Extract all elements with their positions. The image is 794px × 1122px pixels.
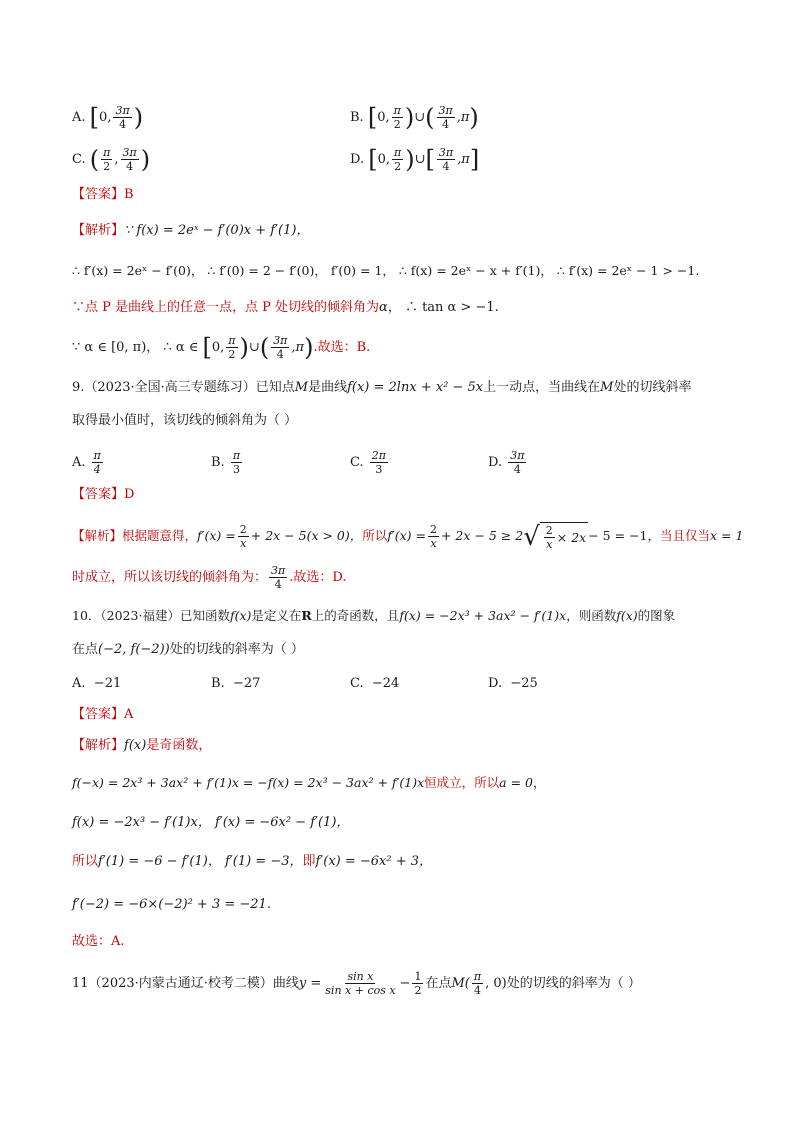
denominator: 4 xyxy=(119,118,127,131)
option-label: D. xyxy=(350,152,365,167)
bracket: ( xyxy=(89,145,100,174)
stem-text: 在点 xyxy=(425,976,452,991)
math: 0, xyxy=(99,110,112,125)
analysis-text: 恒成立，所以 xyxy=(424,775,500,790)
option-label: A. xyxy=(72,110,86,125)
numerator: 3π xyxy=(438,104,453,117)
math: M( xyxy=(451,976,470,991)
option-value: −21 xyxy=(93,676,122,691)
fraction xyxy=(437,104,455,131)
math: a = 0 xyxy=(499,775,533,790)
bracket: ( xyxy=(259,333,270,362)
stem-text: 是曲线 xyxy=(308,380,348,395)
option-label: B. xyxy=(350,110,364,125)
denominator: 3 xyxy=(375,463,383,476)
denominator: 4 xyxy=(513,463,521,476)
option-value: −25 xyxy=(510,676,538,691)
fraction xyxy=(412,970,423,997)
option-label: C. xyxy=(72,152,86,167)
math: f(x) xyxy=(229,608,252,623)
q9-analysis-line-2 xyxy=(72,564,346,591)
bracket: ) xyxy=(469,103,479,132)
q10-analysis-line-5: f′(−2) = −6×(−2)² + 3 = −21. xyxy=(72,897,271,912)
fraction xyxy=(392,104,403,131)
math: , xyxy=(114,152,119,167)
math: 0, xyxy=(377,110,390,125)
option-label: B. xyxy=(211,455,225,470)
numerator: 2π xyxy=(371,449,386,462)
numerator: 3π xyxy=(271,564,286,577)
q9-stem-line-1 xyxy=(72,378,691,398)
denominator: 2 xyxy=(414,984,422,997)
fraction xyxy=(226,334,237,361)
denominator: x xyxy=(430,537,437,550)
denominator: 2 xyxy=(103,160,111,173)
fraction xyxy=(508,449,526,476)
square-root xyxy=(523,522,588,551)
denominator: 4 xyxy=(474,984,481,997)
math: 0, xyxy=(211,340,225,355)
stem-text: 是定义在 xyxy=(251,608,302,623)
math: (−2, f(−2)) xyxy=(98,642,170,657)
bracket: [ xyxy=(368,145,378,174)
radicand xyxy=(540,522,588,551)
fraction xyxy=(238,523,249,550)
numerator: 3π xyxy=(122,146,137,159)
bracket: ) xyxy=(140,145,151,174)
denominator: 2 xyxy=(393,118,401,131)
q10-analysis-line-4 xyxy=(72,852,432,872)
option-label: C. xyxy=(350,455,364,470)
q11-stem xyxy=(72,970,641,997)
math: f′(x) = −6x² + 3， xyxy=(315,854,433,869)
denominator: 4 xyxy=(274,578,282,591)
fraction xyxy=(323,970,397,997)
math: M xyxy=(600,380,614,395)
math: ,π xyxy=(457,152,470,167)
bracket: ) xyxy=(304,333,314,362)
q9-analysis-line-1 xyxy=(72,522,743,551)
bracket: [ xyxy=(425,145,435,174)
analysis-tag: 【解析】 xyxy=(72,223,125,238)
stem-text: 11（2023·内蒙古通辽·校考二模）曲线 xyxy=(72,976,299,991)
math: f(−x) = 2x³ + 3ax² + f′(1)x = −f(x) = 2x³ − 3ax² + f′(1)x xyxy=(72,775,425,790)
math: x = 1 xyxy=(709,528,744,543)
math: ∵ f(x) = 2eˣ − f′(0)x + f′(1)， xyxy=(124,223,310,238)
fraction xyxy=(101,146,112,173)
analysis-tag: 【解析】 xyxy=(72,528,123,543)
denominator: 4 xyxy=(276,348,284,361)
stem-text: 上一动点，当曲线在 xyxy=(483,380,601,395)
stem-text: 在点 xyxy=(72,642,99,657)
stem-text: 处的切线的斜率为（ ） xyxy=(506,976,641,991)
analysis-text: 所以 xyxy=(72,854,99,869)
stem-text: 的图象 xyxy=(637,608,676,623)
q8-option-d xyxy=(350,146,479,173)
bracket: ( xyxy=(425,103,435,132)
math: f(x) xyxy=(124,738,147,753)
q10-option-c xyxy=(350,674,399,694)
analysis-text: 时成立，所以该切线的倾斜角为： xyxy=(72,570,268,585)
math: , 0) xyxy=(485,976,507,991)
bracket: [ xyxy=(367,103,378,132)
stem-text: ，则函数 xyxy=(566,608,617,623)
math: ， ∴ tan α > −1. xyxy=(387,300,499,315)
fraction xyxy=(269,564,287,591)
fraction xyxy=(121,146,139,173)
numerator: π xyxy=(394,146,402,159)
math: R xyxy=(301,608,312,623)
fraction xyxy=(113,104,131,131)
q10-option-d xyxy=(488,674,538,694)
math: α xyxy=(379,300,388,315)
fraction xyxy=(271,334,289,361)
denominator: 4 xyxy=(126,160,134,173)
denominator: x xyxy=(240,537,247,550)
bracket: [ xyxy=(89,103,100,132)
q10-analysis-line-1 xyxy=(72,736,211,756)
bracket: ) xyxy=(405,145,415,174)
math: f′(1) = −6 − f′(1)， f′(1) = −3， xyxy=(98,854,303,869)
math: f′(x) = xyxy=(197,528,236,543)
numerator: π xyxy=(103,146,111,159)
analysis-text: 根据题意得， xyxy=(122,528,198,543)
denominator: sin x + cos x xyxy=(325,984,396,997)
fraction xyxy=(392,146,403,173)
numerator: π xyxy=(232,449,241,462)
analysis-text: 即 xyxy=(302,854,316,869)
math: ， xyxy=(533,775,546,790)
denominator: 4 xyxy=(93,463,101,476)
math: − xyxy=(399,976,411,991)
stem-text: 10．（2023·福建）已知函数 xyxy=(72,608,230,623)
math: ∪ xyxy=(414,152,426,167)
option-label: A. xyxy=(72,455,86,470)
stem-text: 9.（2023·全国·高三专题练习）已知点 xyxy=(72,380,295,395)
q10-analysis-line-6: 故选：A. xyxy=(72,934,125,949)
numerator: 3π xyxy=(510,449,525,462)
numerator: 3π xyxy=(273,334,288,347)
analysis-tag: 【解析】 xyxy=(72,738,125,753)
q9-option-b xyxy=(211,449,244,476)
fraction xyxy=(92,449,103,476)
q9-option-d xyxy=(488,449,528,476)
numerator: π xyxy=(228,334,236,347)
q10-answer: 【答案】A xyxy=(72,707,134,722)
analysis-text: 所以 xyxy=(362,528,388,543)
denominator: 2 xyxy=(394,160,402,173)
math: ∪ xyxy=(248,340,260,355)
math: 0, xyxy=(377,152,391,167)
math: ∪ xyxy=(414,110,426,125)
numerator: π xyxy=(473,970,482,983)
math: f(x) = −2x³ + 3ax² − f′(1)x xyxy=(399,608,567,623)
q10-analysis-line-2 xyxy=(72,773,546,793)
option-label: D. xyxy=(488,455,503,470)
math: ∵ α ∈ [0, π)， ∴ α ∈ xyxy=(72,340,199,355)
q10-stem-line-2 xyxy=(72,640,304,660)
math: + 2x − 5(x > 0)， xyxy=(250,528,363,543)
q9-option-c xyxy=(350,449,390,476)
numerator: 2 xyxy=(545,524,553,537)
denominator: 3 xyxy=(232,463,240,476)
q9-stem-line-2: 取得最小值时，该切线的倾斜角为（ ） xyxy=(72,413,298,428)
denominator: 4 xyxy=(442,118,450,131)
analysis-text: 当且仅当 xyxy=(659,528,710,543)
q8-analysis-line-1 xyxy=(72,221,309,241)
q8-answer: 【答案】B xyxy=(72,187,134,202)
q8-option-b xyxy=(350,104,479,131)
numerator: 3π xyxy=(438,146,454,159)
math: f(x) xyxy=(616,608,638,623)
analysis-text: ∵点 P 是曲线上的任意一点，点 P 处切线的倾斜角为 xyxy=(72,300,380,315)
radical-sign: √ xyxy=(523,521,540,552)
stem-text: 处的切线斜率 xyxy=(613,380,692,395)
q8-analysis-line-3 xyxy=(72,298,499,318)
numerator: 2 xyxy=(429,523,437,536)
option-label: A. xyxy=(72,676,86,691)
bracket: ) xyxy=(404,103,415,132)
math: + 2x − 5 ≥ 2 xyxy=(440,528,524,543)
q10-option-a xyxy=(72,674,121,694)
math: f′(x) = xyxy=(387,528,426,543)
numerator: 1 xyxy=(414,970,422,983)
fraction xyxy=(231,449,242,476)
fraction xyxy=(472,970,483,997)
denominator: 4 xyxy=(442,160,450,173)
fraction xyxy=(370,449,388,476)
numerator: sin x xyxy=(347,970,374,983)
fraction xyxy=(428,523,439,550)
math: × 2x xyxy=(556,529,587,545)
q8-option-a xyxy=(72,104,143,131)
bracket: ) xyxy=(239,333,249,362)
bracket: [ xyxy=(202,333,212,362)
math: M xyxy=(294,380,309,395)
q9-answer: 【答案】D xyxy=(72,487,135,502)
math: ,π xyxy=(456,110,470,125)
denominator: x xyxy=(546,538,553,551)
analysis-text: 是奇函数， xyxy=(146,738,212,753)
analysis-text: .故选：B. xyxy=(313,340,371,355)
q10-stem-line-1 xyxy=(72,606,675,626)
option-value: −24 xyxy=(371,676,400,691)
denominator: 2 xyxy=(228,348,236,361)
stem-text: 处的切线的斜率为（ ） xyxy=(169,642,304,657)
q8-option-c xyxy=(72,146,150,173)
numerator: π xyxy=(93,449,101,462)
bracket: ) xyxy=(133,103,144,132)
q9-option-a xyxy=(72,449,105,476)
q10-analysis-line-3: f(x) = −2x³ − f′(1)x， f′(x) = −6x² − f′(1)， xyxy=(72,815,350,830)
math: ,π xyxy=(291,340,305,355)
fraction xyxy=(437,146,455,173)
option-value: −27 xyxy=(232,676,261,691)
math: − 5 = −1， xyxy=(588,528,660,543)
option-label: B. xyxy=(211,676,225,691)
bracket: ] xyxy=(469,145,480,174)
option-label: C. xyxy=(350,676,364,691)
math: y = xyxy=(298,976,322,991)
math: f(x) = 2lnx + x² − 5x xyxy=(347,380,484,395)
option-label: D. xyxy=(488,676,503,691)
numerator: 3π xyxy=(115,104,130,117)
q8-analysis-line-2: ∴ f′(x) = 2eˣ − f′(0)， ∴ f′(0) = 2 − f′(0)， f′(0) = 1， ∴ f(x) = 2eˣ − x + f′(1)， ∴ f′(x) = 2eˣ − 1 > −1. xyxy=(72,263,700,278)
q8-analysis-line-4 xyxy=(72,334,370,361)
q10-option-b xyxy=(211,674,260,694)
analysis-text: .故选：D. xyxy=(289,570,347,585)
stem-text: 上的奇函数，且 xyxy=(311,608,400,623)
numerator: π xyxy=(393,104,401,117)
fraction xyxy=(544,524,555,551)
numerator: 2 xyxy=(239,523,247,536)
